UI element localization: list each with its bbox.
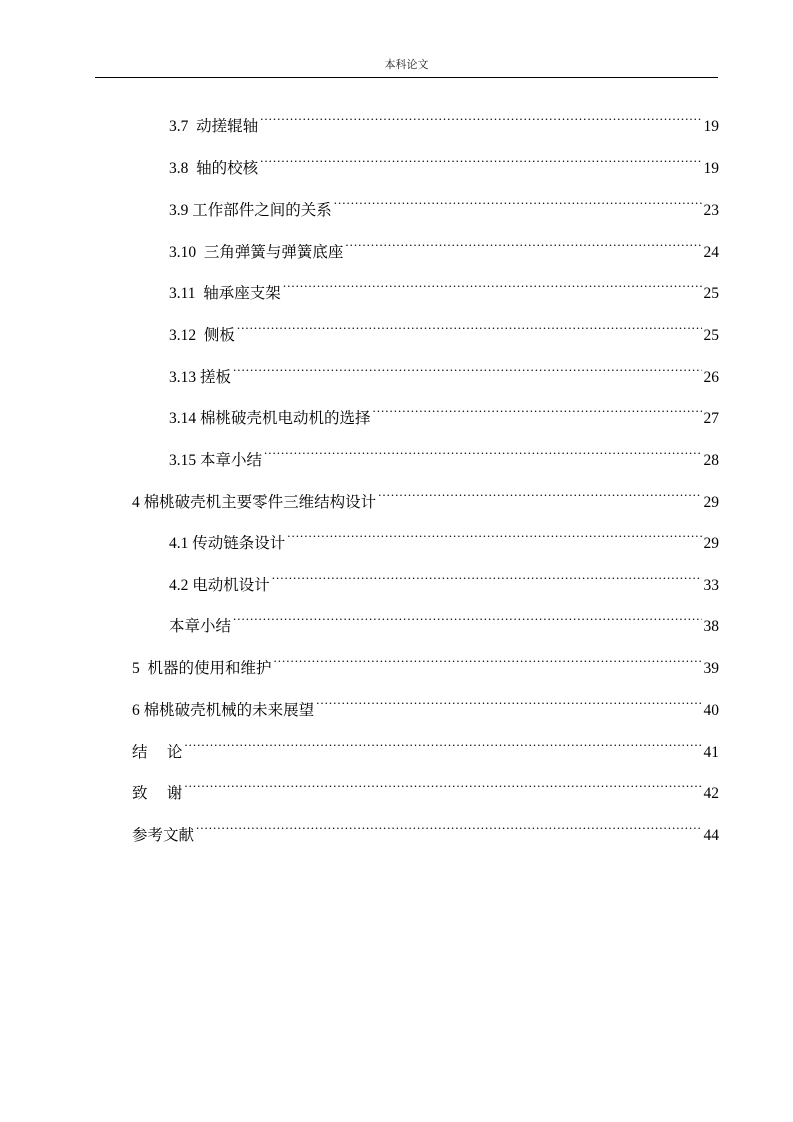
toc-entry-3-7[interactable] bbox=[169, 99, 719, 135]
toc-entry-chapter-5[interactable] bbox=[132, 641, 719, 677]
toc-page-number: 29 bbox=[703, 494, 719, 511]
toc-dot-leader bbox=[345, 225, 701, 257]
toc-dot-leader bbox=[283, 266, 702, 298]
toc-dot-leader bbox=[260, 141, 701, 173]
toc-dot-leader bbox=[378, 475, 701, 507]
toc-entry-label: 4.2 电动机设计 bbox=[169, 577, 270, 594]
toc-entry-chapter-4[interactable] bbox=[132, 475, 719, 511]
toc-page-number: 28 bbox=[703, 452, 719, 469]
toc-entry-3-12[interactable] bbox=[169, 308, 719, 344]
toc-entry-conclusion[interactable] bbox=[132, 725, 719, 761]
toc-dot-leader bbox=[184, 766, 701, 798]
toc-dot-leader bbox=[373, 391, 702, 423]
toc-entry-3-15[interactable] bbox=[169, 433, 719, 469]
toc-page-number: 19 bbox=[703, 118, 719, 135]
toc-entry-label: 3.12 侧板 bbox=[169, 327, 235, 344]
toc-entry-chapter-4-summary[interactable] bbox=[169, 599, 719, 635]
toc-page-number: 24 bbox=[703, 244, 719, 261]
toc-page-number: 44 bbox=[703, 827, 719, 844]
toc-entry-label: 3.10 三角弹簧与弹簧底座 bbox=[169, 244, 344, 261]
toc-entry-label: 5 机器的使用和维护 bbox=[132, 660, 272, 677]
toc-entry-4-1[interactable] bbox=[169, 516, 719, 552]
toc-page-number: 41 bbox=[703, 744, 719, 761]
page-header-title: 本科论文 bbox=[384, 59, 429, 71]
toc-entry-chapter-6[interactable] bbox=[132, 683, 719, 719]
toc-dot-leader bbox=[184, 725, 701, 757]
toc-dot-leader bbox=[334, 183, 702, 215]
toc-dot-leader bbox=[287, 516, 701, 548]
toc-entry-label: 3.15 本章小结 bbox=[169, 452, 263, 469]
toc-page-number: 19 bbox=[703, 160, 719, 177]
toc-page-number: 27 bbox=[703, 410, 719, 427]
toc-page-number: 42 bbox=[703, 785, 719, 802]
toc-entry-label: 结 论 bbox=[132, 744, 183, 761]
toc-entry-label: 参考文献 bbox=[132, 827, 195, 844]
toc-page-number: 38 bbox=[703, 618, 719, 635]
toc-entry-references[interactable] bbox=[132, 808, 719, 844]
toc-entry-label: 3.11 轴承座支架 bbox=[169, 285, 281, 302]
toc-page-number: 25 bbox=[703, 285, 719, 302]
toc-entry-acknowledgements[interactable] bbox=[132, 766, 719, 802]
toc-entry-label: 4 棉桃破壳机主要零件三维结构设计 bbox=[132, 494, 377, 511]
toc-entry-label: 3.8 轴的校核 bbox=[169, 160, 259, 177]
toc-page-number: 26 bbox=[703, 369, 719, 386]
toc-dot-leader bbox=[260, 99, 701, 131]
toc-page-number: 33 bbox=[703, 577, 719, 594]
toc-dot-leader bbox=[233, 599, 701, 631]
toc-dot-leader bbox=[196, 808, 701, 840]
toc-page-number: 25 bbox=[703, 327, 719, 344]
toc-entry-label: 3.7 动搓辊轴 bbox=[169, 118, 259, 135]
toc-entry-label: 3.9 工作部件之间的关系 bbox=[169, 202, 332, 219]
toc-dot-leader bbox=[264, 433, 701, 465]
toc-page-number: 39 bbox=[703, 660, 719, 677]
toc-dot-leader bbox=[316, 683, 701, 715]
toc-page-number: 29 bbox=[703, 535, 719, 552]
toc-dot-leader bbox=[237, 308, 702, 340]
toc-dot-leader bbox=[274, 641, 702, 673]
toc-entry-label: 本章小结 bbox=[169, 618, 232, 635]
toc-entry-label: 致 谢 bbox=[132, 785, 183, 802]
toc-entry-label: 4.1 传动链条设计 bbox=[169, 535, 286, 552]
toc-page-number: 40 bbox=[703, 702, 719, 719]
toc-dot-leader bbox=[233, 350, 701, 382]
toc-page-number: 23 bbox=[703, 202, 719, 219]
toc-entry-3-11[interactable] bbox=[169, 266, 719, 302]
toc-entry-label: 3.14 棉桃破壳机电动机的选择 bbox=[169, 410, 371, 427]
header-divider bbox=[95, 77, 718, 78]
toc-entry-label: 6 棉桃破壳机械的未来展望 bbox=[132, 702, 315, 719]
toc-entry-4-2[interactable] bbox=[169, 558, 719, 594]
toc-entry-3-10[interactable] bbox=[169, 225, 719, 261]
toc-entry-3-9[interactable] bbox=[169, 183, 719, 219]
toc-dot-leader bbox=[272, 558, 702, 590]
toc-entry-label: 3.13 搓板 bbox=[169, 369, 232, 386]
toc-entry-3-8[interactable] bbox=[169, 141, 719, 177]
toc-entry-3-13[interactable] bbox=[169, 350, 719, 386]
toc-entry-3-14[interactable] bbox=[169, 391, 719, 427]
